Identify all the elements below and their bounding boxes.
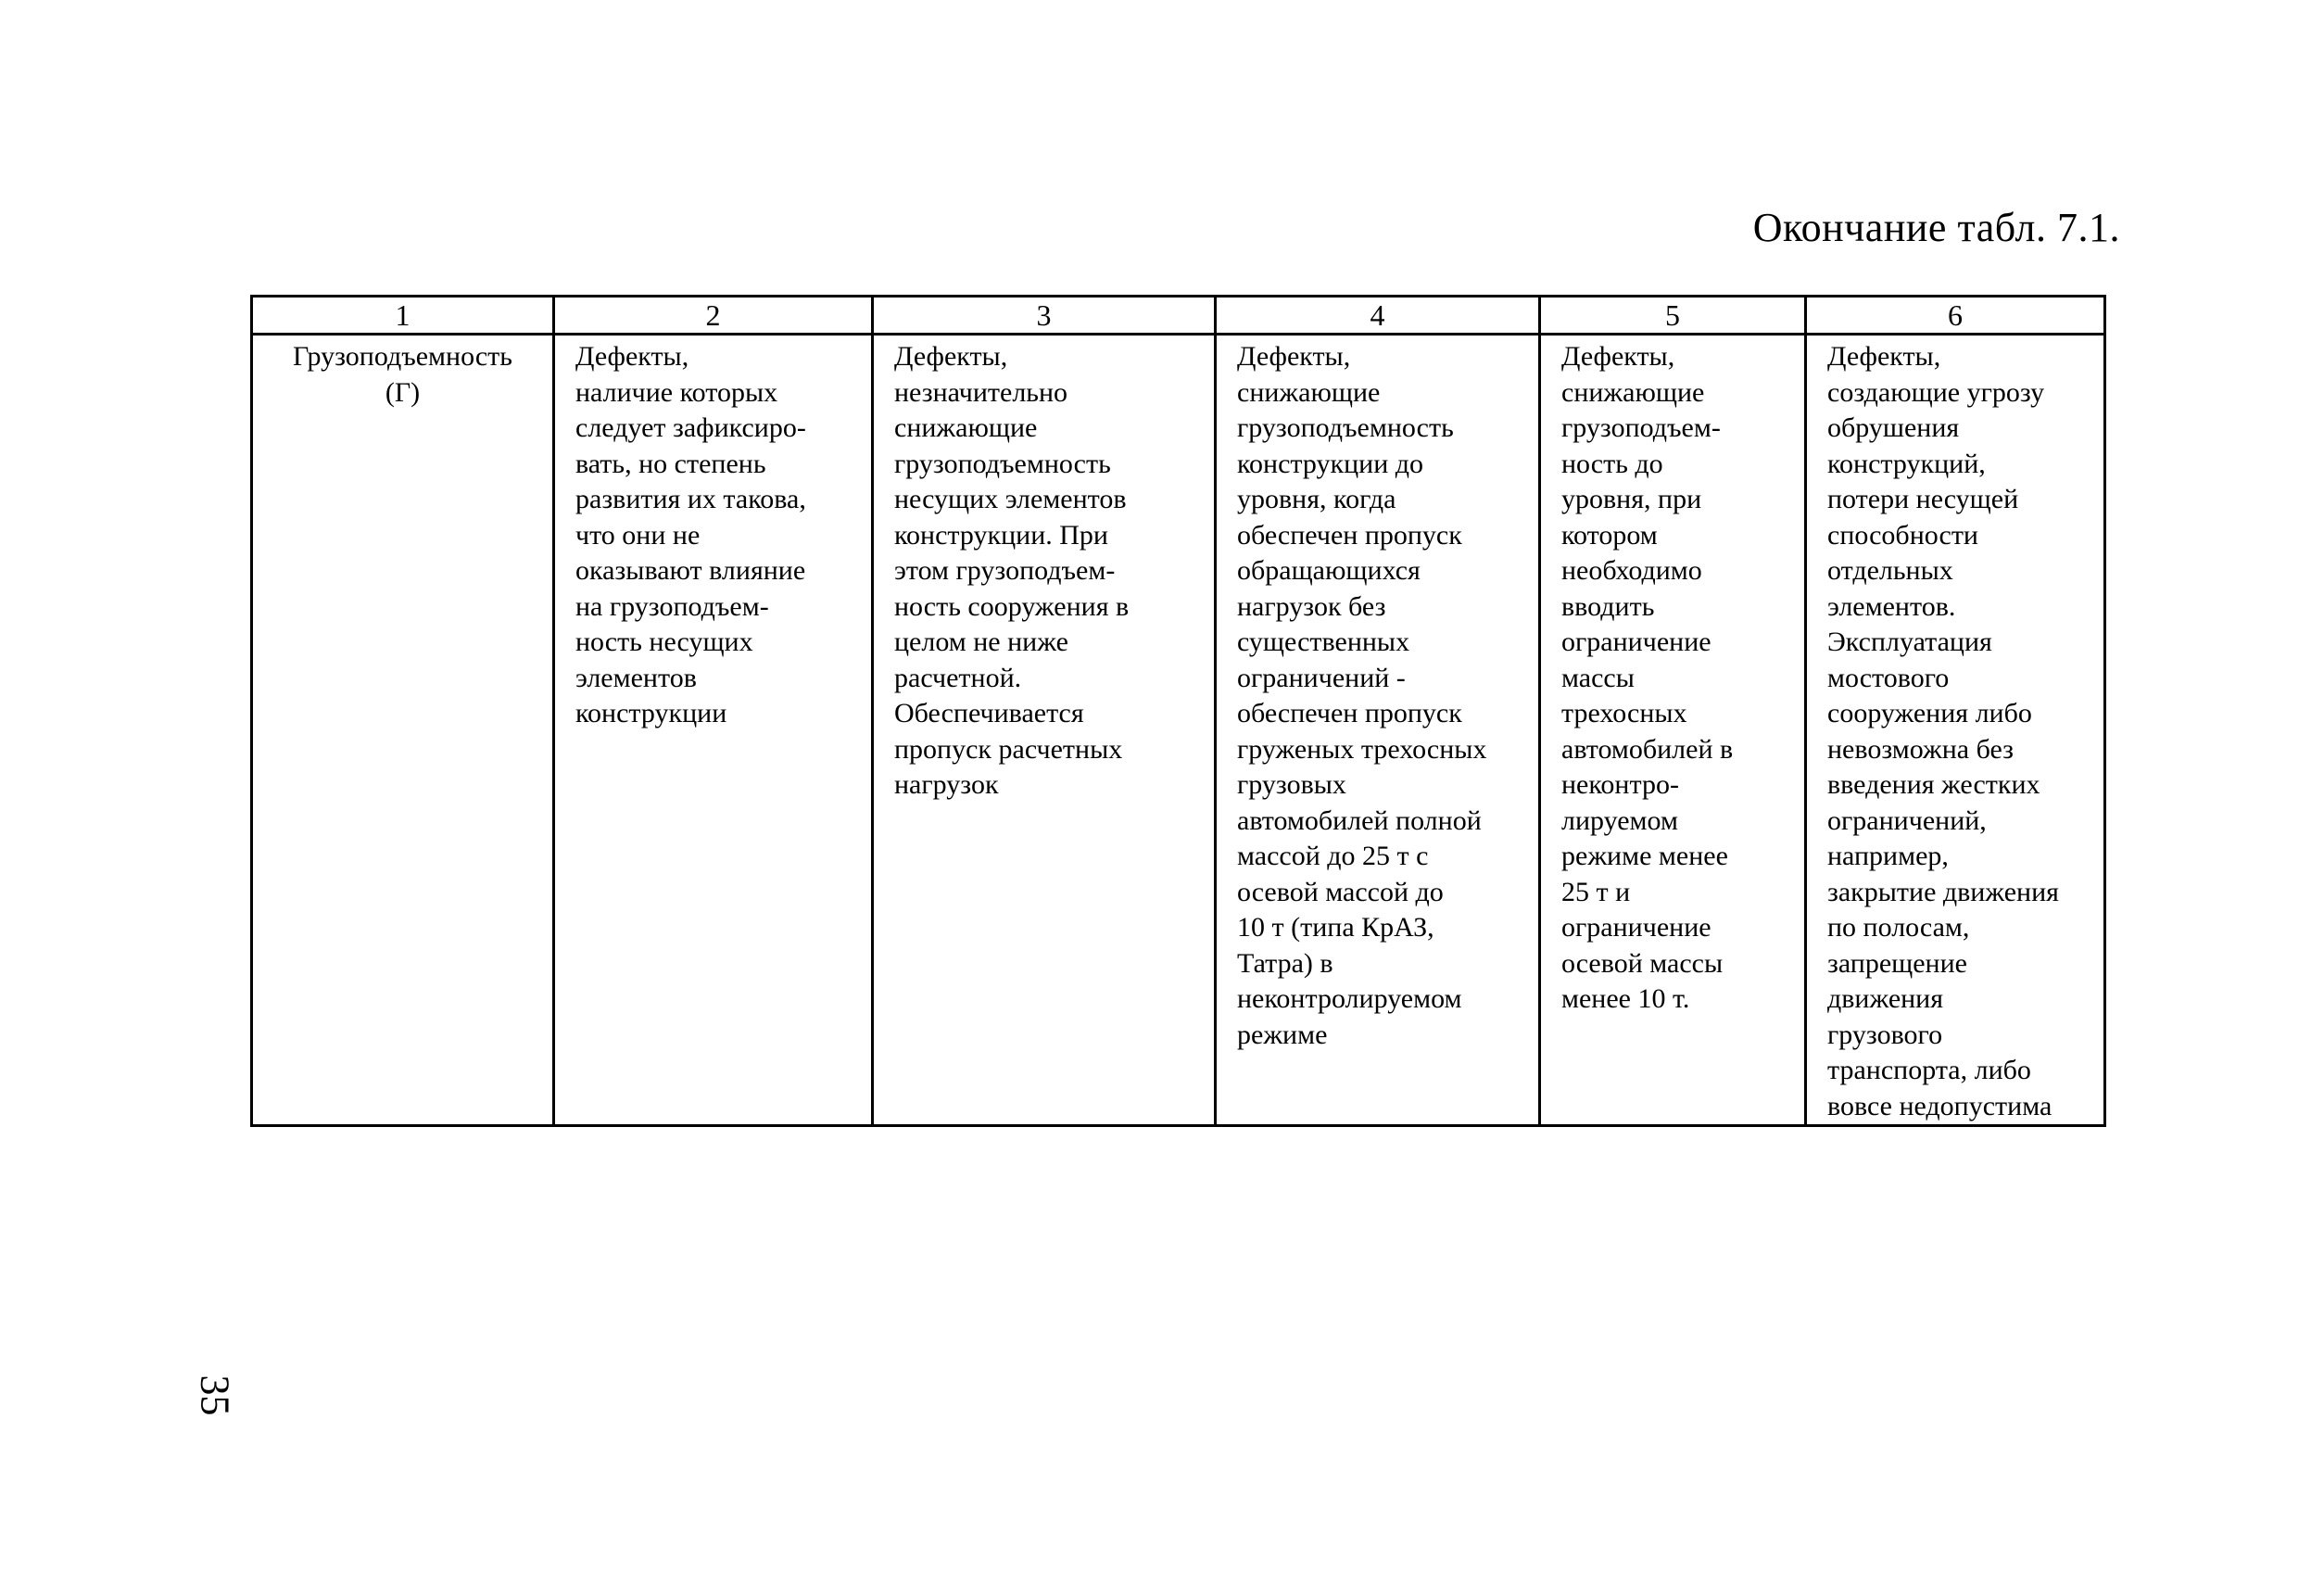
column-header-6: 6: [1806, 297, 2105, 335]
cell-text: Дефекты, снижающие грузоподъемность конструкции до уровня, когда обеспечен пропуск обращающихся нагрузок без существенных ограничений - обеспечен пропуск груженых трехосных грузовых автомобилей полной массой до 25 т с осевой массой до 10 т (типа КрАЗ, Татра) в неконтролируемом режиме: [1237, 341, 1487, 1050]
table-caption: Окончание табл. 7.1.: [1752, 205, 2120, 250]
cell-text: Дефекты, наличие которых следует зафиксиро- вать, но степень развития их такова, что они не оказывают влияние на грузоподъем- ность несущих элементов конструкции: [575, 341, 806, 728]
cell-level-5: [1540, 335, 1806, 1126]
cell-level-4: [1216, 335, 1540, 1126]
column-header-3: 3: [873, 297, 1216, 335]
cell-text: Грузоподъемность (Г): [293, 341, 512, 408]
page-number: 35: [192, 1374, 238, 1416]
header-row: [252, 297, 2105, 335]
cell-text: Дефекты, незначительно снижающие грузоподъемность несущих элементов конструкции. При этом грузоподъем- ность сооружения в целом не ниже расчетной. Обеспечивается пропуск расчетных нагрузок: [894, 341, 1130, 800]
cell-criterion: [252, 335, 554, 1126]
cell-level-2: [554, 335, 873, 1126]
column-header-4: 4: [1216, 297, 1540, 335]
defects-table: [250, 295, 2106, 1127]
column-header-5: 5: [1540, 297, 1806, 335]
table-row: [252, 335, 2105, 1126]
cell-text: Дефекты, создающие угрозу обрушения конструкций, потери несущей способности отдельных элементов. Эксплуатация мостового сооружения либо невозможна без введения жестких ограничений, например, закрытие движения по полосам, запрещение движения грузового транспорта, либо вовсе недопустима: [1827, 341, 2059, 1121]
cell-text: Дефекты, снижающие грузоподъем- ность до уровня, при котором необходимо вводить ограничение массы трехосных автомобилей в неконтро- лируемом режиме менее 25 т и ограничение осевой массы менее 10 т.: [1561, 341, 1734, 1014]
column-header-1: 1: [252, 297, 554, 335]
cell-level-6: [1806, 335, 2105, 1126]
column-header-2: 2: [554, 297, 873, 335]
cell-level-3: [873, 335, 1216, 1126]
